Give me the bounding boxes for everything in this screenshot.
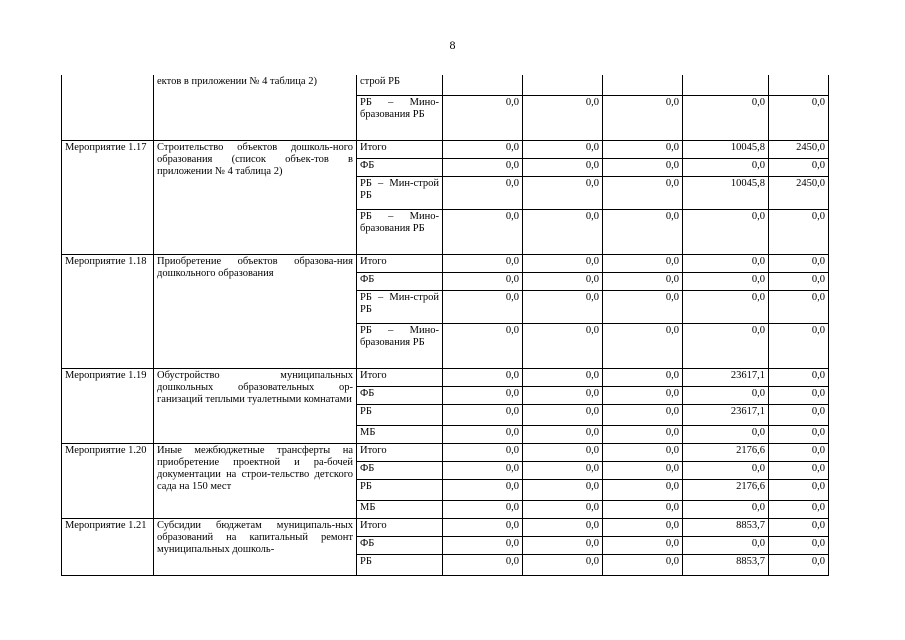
source-cell: РБ – Мино-бразования РБ (357, 210, 443, 255)
value-cell: 0,0 (769, 462, 829, 480)
value-cell: 0,0 (769, 324, 829, 369)
value-cell: 0,0 (523, 426, 603, 444)
value-cell: 0,0 (603, 387, 683, 405)
value-cell: 0,0 (443, 405, 523, 426)
value-cell: 0,0 (523, 141, 603, 159)
value-cell: 0,0 (769, 159, 829, 177)
value-cell: 0,0 (603, 426, 683, 444)
value-cell: 8853,7 (683, 519, 769, 537)
source-cell: РБ (357, 555, 443, 576)
value-cell: 0,0 (443, 96, 523, 141)
source-cell: ФБ (357, 387, 443, 405)
value-cell: 0,0 (603, 444, 683, 462)
value-cell: 0,0 (769, 555, 829, 576)
source-cell: РБ – Мин-строй РБ (357, 177, 443, 210)
description-cell: Строительство объектов дошколь-ного образования (список объек-тов в приложении № 4 таблица 2) (154, 141, 357, 255)
value-cell: 0,0 (683, 462, 769, 480)
value-cell: 0,0 (769, 387, 829, 405)
source-cell: ФБ (357, 462, 443, 480)
value-cell: 0,0 (683, 273, 769, 291)
value-cell (769, 75, 829, 96)
value-cell: 0,0 (769, 519, 829, 537)
value-cell: 0,0 (443, 426, 523, 444)
description-cell: Приобретение объектов образова-ния дошкольного образования (154, 255, 357, 369)
value-cell: 0,0 (603, 537, 683, 555)
source-cell: ФБ (357, 273, 443, 291)
description-cell: ектов в приложении № 4 таблица 2) (154, 75, 357, 141)
value-cell: 0,0 (769, 480, 829, 501)
source-cell: Итого (357, 141, 443, 159)
value-cell: 0,0 (769, 273, 829, 291)
source-cell: МБ (357, 501, 443, 519)
value-cell: 0,0 (443, 555, 523, 576)
value-cell: 0,0 (603, 501, 683, 519)
value-cell: 0,0 (443, 369, 523, 387)
source-cell: РБ – Мин-строй РБ (357, 291, 443, 324)
value-cell: 2176,6 (683, 444, 769, 462)
description-cell: Иные межбюджетные трансферты на приобретение проектной и ра-бочей документации на строи-тельство детского сада на 150 мест (154, 444, 357, 519)
value-cell: 0,0 (443, 159, 523, 177)
table-row (62, 255, 829, 273)
source-cell: РБ – Мино-бразования РБ (357, 96, 443, 141)
value-cell: 0,0 (523, 501, 603, 519)
value-cell: 0,0 (603, 210, 683, 255)
value-cell: 0,0 (683, 537, 769, 555)
source-cell: ФБ (357, 537, 443, 555)
value-cell: 0,0 (769, 96, 829, 141)
value-cell: 0,0 (603, 462, 683, 480)
value-cell: 0,0 (603, 96, 683, 141)
value-cell: 0,0 (523, 444, 603, 462)
value-cell: 0,0 (523, 405, 603, 426)
value-cell: 0,0 (443, 141, 523, 159)
value-cell: 0,0 (603, 141, 683, 159)
value-cell: 0,0 (523, 480, 603, 501)
source-cell: РБ – Мино-бразования РБ (357, 324, 443, 369)
value-cell: 0,0 (683, 159, 769, 177)
value-cell: 0,0 (523, 462, 603, 480)
value-cell (603, 75, 683, 96)
source-cell: РБ (357, 405, 443, 426)
source-cell: Итого (357, 255, 443, 273)
value-cell: 2176,6 (683, 480, 769, 501)
measure-cell: Мероприятие 1.21 (62, 519, 154, 576)
value-cell: 23617,1 (683, 369, 769, 387)
value-cell: 0,0 (769, 405, 829, 426)
value-cell: 0,0 (443, 291, 523, 324)
value-cell: 0,0 (523, 291, 603, 324)
value-cell: 0,0 (603, 480, 683, 501)
description-cell: Обустройство муниципальных дошкольных образовательных ор-ганизаций теплыми туалетными комнатами (154, 369, 357, 444)
value-cell: 0,0 (443, 273, 523, 291)
value-cell: 0,0 (683, 387, 769, 405)
value-cell: 0,0 (523, 96, 603, 141)
measure-cell: Мероприятие 1.20 (62, 444, 154, 519)
value-cell: 0,0 (523, 324, 603, 369)
value-cell: 0,0 (683, 96, 769, 141)
value-cell: 0,0 (769, 537, 829, 555)
value-cell: 0,0 (769, 210, 829, 255)
value-cell: 8853,7 (683, 555, 769, 576)
value-cell: 2450,0 (769, 177, 829, 210)
source-cell: ФБ (357, 159, 443, 177)
value-cell: 0,0 (603, 324, 683, 369)
source-cell: МБ (357, 426, 443, 444)
value-cell: 10045,8 (683, 177, 769, 210)
table-row (62, 519, 829, 537)
measure-cell: Мероприятие 1.19 (62, 369, 154, 444)
value-cell: 0,0 (603, 555, 683, 576)
value-cell: 0,0 (443, 444, 523, 462)
source-cell: Итого (357, 444, 443, 462)
value-cell: 0,0 (443, 177, 523, 210)
value-cell: 0,0 (603, 255, 683, 273)
value-cell: 0,0 (523, 387, 603, 405)
value-cell: 0,0 (443, 255, 523, 273)
value-cell: 0,0 (683, 210, 769, 255)
value-cell: 0,0 (683, 255, 769, 273)
value-cell: 0,0 (523, 210, 603, 255)
value-cell: 0,0 (443, 501, 523, 519)
value-cell: 0,0 (769, 255, 829, 273)
value-cell: 0,0 (683, 426, 769, 444)
value-cell: 10045,8 (683, 141, 769, 159)
value-cell: 0,0 (683, 501, 769, 519)
measure-cell (62, 75, 154, 141)
value-cell: 0,0 (523, 555, 603, 576)
measure-cell: Мероприятие 1.17 (62, 141, 154, 255)
value-cell: 0,0 (443, 537, 523, 555)
value-cell: 0,0 (523, 273, 603, 291)
value-cell: 0,0 (769, 369, 829, 387)
value-cell: 0,0 (443, 480, 523, 501)
value-cell (523, 75, 603, 96)
value-cell: 0,0 (443, 387, 523, 405)
value-cell: 0,0 (523, 369, 603, 387)
value-cell: 0,0 (683, 291, 769, 324)
value-cell: 0,0 (523, 519, 603, 537)
value-cell: 23617,1 (683, 405, 769, 426)
value-cell (443, 75, 523, 96)
value-cell: 0,0 (603, 405, 683, 426)
value-cell: 0,0 (443, 519, 523, 537)
table-row (62, 141, 829, 159)
value-cell: 2450,0 (769, 141, 829, 159)
source-cell: строй РБ (357, 75, 443, 96)
value-cell: 0,0 (603, 159, 683, 177)
value-cell: 0,0 (523, 537, 603, 555)
value-cell: 0,0 (603, 177, 683, 210)
value-cell: 0,0 (603, 519, 683, 537)
value-cell: 0,0 (769, 291, 829, 324)
value-cell: 0,0 (603, 291, 683, 324)
measure-cell: Мероприятие 1.18 (62, 255, 154, 369)
value-cell: 0,0 (443, 324, 523, 369)
value-cell: 0,0 (523, 159, 603, 177)
source-cell: РБ (357, 480, 443, 501)
table-row (62, 75, 829, 96)
value-cell: 0,0 (523, 177, 603, 210)
value-cell (683, 75, 769, 96)
value-cell: 0,0 (603, 273, 683, 291)
value-cell: 0,0 (769, 426, 829, 444)
table-row (62, 444, 829, 462)
page-number: 8 (449, 38, 456, 52)
value-cell: 0,0 (769, 501, 829, 519)
description-cell: Субсидии бюджетам муниципаль-ных образований на капитальный ремонт муниципальных дошколь- (154, 519, 357, 576)
value-cell: 0,0 (603, 369, 683, 387)
value-cell: 0,0 (683, 324, 769, 369)
table-row (62, 369, 829, 387)
value-cell: 0,0 (523, 255, 603, 273)
budget-table (61, 75, 829, 576)
value-cell: 0,0 (443, 210, 523, 255)
source-cell: Итого (357, 519, 443, 537)
value-cell: 0,0 (769, 444, 829, 462)
value-cell: 0,0 (443, 462, 523, 480)
source-cell: Итого (357, 369, 443, 387)
